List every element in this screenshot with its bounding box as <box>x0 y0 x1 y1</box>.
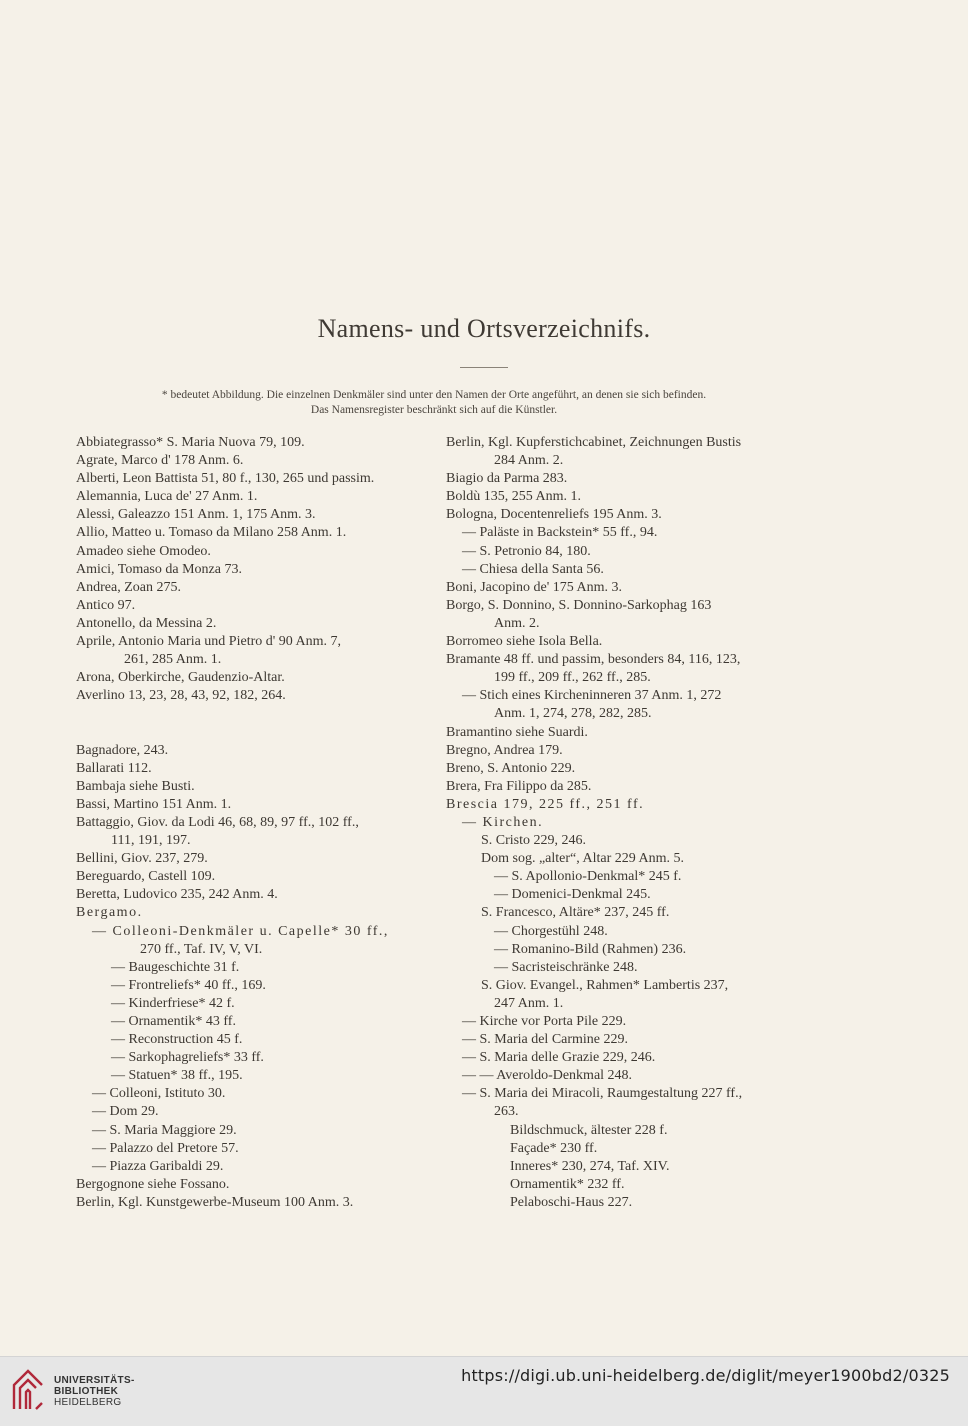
index-entry: Bereguardo, Castell 109. <box>76 869 216 885</box>
index-subentry: — Colleoni, Istituto 30. <box>92 1086 226 1102</box>
section-gap <box>76 724 436 742</box>
index-subentry: Inneres* 230, 274, Taf. XIV. <box>510 1158 670 1174</box>
index-subentry: — Kirche vor Porta Pile 229. <box>462 1014 627 1029</box>
index-subentry: — — Averoldo-Denkmal 248. <box>462 1068 633 1084</box>
index-subentry: — Colleoni-Denkmäler u. Capelle* 30 ff., <box>92 923 389 939</box>
index-entry: Aprile, Antonio Maria und Pietro d' 90 Anm. 7, <box>76 634 342 650</box>
index-subentry: Pelaboschi-Haus 227. <box>510 1194 633 1210</box>
index-entry: Antico 97. <box>76 597 136 613</box>
index-entry-continuation: 111, 191, 197. <box>111 833 191 849</box>
title-rule <box>460 367 508 368</box>
index-entry: Berlin, Kgl. Kunstgewerbe-Museum 100 Anm. 3. <box>76 1194 354 1210</box>
university-library-logo-icon[interactable] <box>10 1367 46 1413</box>
viewer-footer-bar <box>0 1356 968 1426</box>
index-entry: Beretta, Ludovico 235, 242 Anm. 4. <box>76 887 278 903</box>
index-subentry: — Ornamentik* 43 ff. <box>111 1014 236 1029</box>
index-subentry: Ornamentik* 232 ff. <box>510 1176 625 1192</box>
index-entry: Agrate, Marco d' 178 Anm. 6. <box>76 453 244 469</box>
index-entry: Bassi, Martino 151 Anm. 1. <box>76 796 232 812</box>
index-entry: Abbiategrasso* S. Maria Nuova 79, 109. <box>76 435 305 450</box>
index-entry: Battaggio, Giov. da Lodi 46, 68, 89, 97 ff., 102 ff., <box>76 814 359 830</box>
index-entry: Andrea, Zoan 275. <box>76 579 181 595</box>
page-title: Namens- und Ortsverzeichnifs. <box>317 314 651 343</box>
index-entry-continuation: 270 ff., Taf. IV, V, VI. <box>140 941 263 957</box>
index-subentry: — Kirchen. <box>462 814 544 830</box>
index-subentry: — S. Apollonio-Denkmal* 245 f. <box>494 869 682 885</box>
index-subentry: — Sarkophagreliefs* 33 ff. <box>111 1050 264 1066</box>
index-entry: Averlino 13, 23, 28, 43, 92, 182, 264. <box>76 688 286 704</box>
index-entry: Ballarati 112. <box>76 760 152 776</box>
index-subentry: — Piazza Garibaldi 29. <box>92 1158 224 1174</box>
index-entry: Brera, Fra Filippo da 285. <box>446 778 592 794</box>
library-name: UNIVERSITÄTS- BIBLIOTHEK HEIDELBERG <box>54 1375 135 1408</box>
index-entry: Boldù 135, 255 Anm. 1. <box>446 489 581 505</box>
index-entry-continuation: Anm. 1, 274, 278, 282, 285. <box>494 706 652 722</box>
index-entry: Berlin, Kgl. Kupferstichcabinet, Zeichnungen Bustis <box>446 435 742 450</box>
index-entry: Biagio da Parma 283. <box>446 471 568 487</box>
index-subentry: — Stich eines Kircheninneren 37 Anm. 1, 272 <box>462 688 722 704</box>
index-subentry: S. Giov. Evangel., Rahmen* Lambertis 237, <box>481 977 729 993</box>
index-subentry: — Palazzo del Pretore 57. <box>92 1140 239 1156</box>
index-entry: Borromeo siehe Isola Bella. <box>446 634 603 650</box>
index-entry: Borgo, S. Donnino, S. Donnino-Sarkophag 163 <box>446 597 712 613</box>
index-entry: Arona, Oberkirche, Gaudenzio-Altar. <box>76 670 285 686</box>
legend-note-line-1: * bedeutet Abbildung. Die einzelnen Denkmäler sind unter den Namen der Orte angeführt, an denen sie sich befinden. <box>161 389 707 401</box>
index-subentry: — S. Maria dei Miracoli, Raumgestaltung 227 ff., <box>462 1086 743 1102</box>
index-entry: Bramantino siehe Suardi. <box>446 724 588 740</box>
index-subentry: — Domenici-Denkmal 245. <box>494 887 651 903</box>
section-gap <box>76 705 436 723</box>
index-subentry: — Statuen* 38 ff., 195. <box>111 1068 243 1084</box>
index-subentry: — Sacristeischränke 248. <box>494 959 638 975</box>
legend-note-line-2: Das Namensregister beschränkt sich auf die Künstler. <box>310 404 558 416</box>
index-entry: Bregno, Andrea 179. <box>446 742 563 758</box>
index-subentry: — Frontreliefs* 40 ff., 169. <box>111 977 266 993</box>
index-subentry: — S. Maria del Carmine 229. <box>462 1032 629 1048</box>
index-entry-continuation: 199 ff., 209 ff., 262 ff., 285. <box>494 670 651 686</box>
index-entry: Boni, Jacopino de' 175 Anm. 3. <box>446 579 622 595</box>
index-subentry: — Chiesa della Santa 56. <box>462 561 604 577</box>
index-subentry: — S. Petronio 84, 180. <box>462 543 591 559</box>
index-entry: Amici, Tomaso da Monza 73. <box>76 561 242 577</box>
index-column-left <box>76 434 436 1212</box>
index-entry-continuation: 247 Anm. 1. <box>494 995 564 1011</box>
index-entry: Bagnadore, 243. <box>76 742 169 758</box>
index-subentry: Dom sog. „alter“, Altar 229 Anm. 5. <box>481 851 684 867</box>
index-subentry: S. Cristo 229, 246. <box>481 833 587 849</box>
index-entry: Alemannia, Luca de' 27 Anm. 1. <box>76 489 258 505</box>
permalink-url[interactable]: https://digi.ub.uni-heidelberg.de/diglit/meyer1900bd2/0325 <box>461 1366 950 1385</box>
index-subentry: — Kinderfriese* 42 f. <box>111 995 235 1011</box>
index-subentry: — Chorgestühl 248. <box>494 923 608 939</box>
index-entry-continuation: 263. <box>494 1104 519 1120</box>
index-entry: Bramante 48 ff. und passim, besonders 84, 116, 123, <box>446 652 741 668</box>
index-entry: Antonello, da Messina 2. <box>76 615 217 631</box>
index-subentry: — Reconstruction 45 f. <box>111 1032 243 1048</box>
index-subentry: — Dom 29. <box>92 1104 159 1120</box>
legend-note <box>0 388 868 418</box>
index-subentry: — Baugeschichte 31 f. <box>111 959 240 975</box>
index-entry: Bellini, Giov. 237, 279. <box>76 851 208 867</box>
index-subentry: Façade* 230 ff. <box>510 1140 598 1156</box>
index-subentry: — Paläste in Backstein* 55 ff., 94. <box>462 525 658 541</box>
index-column-right <box>446 434 806 1212</box>
index-subentry: Bildschmuck, ältester 228 f. <box>510 1122 668 1138</box>
index-entry: Bambaja siehe Busti. <box>76 778 195 794</box>
index-entry-continuation: 261, 285 Anm. 1. <box>124 652 222 668</box>
index-subentry: — S. Maria delle Grazie 229, 246. <box>462 1050 656 1066</box>
index-entry: Bergamo. <box>76 905 143 921</box>
index-entry: Amadeo siehe Omodeo. <box>76 543 211 559</box>
index-entry: Alessi, Galeazzo 151 Anm. 1, 175 Anm. 3. <box>76 507 316 523</box>
index-subentry: — Romanino-Bild (Rahmen) 236. <box>494 941 687 957</box>
index-entry-continuation: 284 Anm. 2. <box>494 453 564 469</box>
index-subentry: S. Francesco, Altäre* 237, 245 ff. <box>481 905 670 921</box>
index-subentry: — S. Maria Maggiore 29. <box>92 1122 237 1138</box>
index-entry: Breno, S. Antonio 229. <box>446 760 576 776</box>
index-entry: Allio, Matteo u. Tomaso da Milano 258 Anm. 1. <box>76 525 347 541</box>
index-entry: Bergognone siehe Fossano. <box>76 1176 230 1192</box>
index-entry: Brescia 179, 225 ff., 251 ff. <box>446 796 645 812</box>
index-entry: Bologna, Docentenreliefs 195 Anm. 3. <box>446 507 662 523</box>
index-entry-continuation: Anm. 2. <box>494 615 540 631</box>
index-entry: Alberti, Leon Battista 51, 80 f., 130, 265 und passim. <box>76 471 375 487</box>
